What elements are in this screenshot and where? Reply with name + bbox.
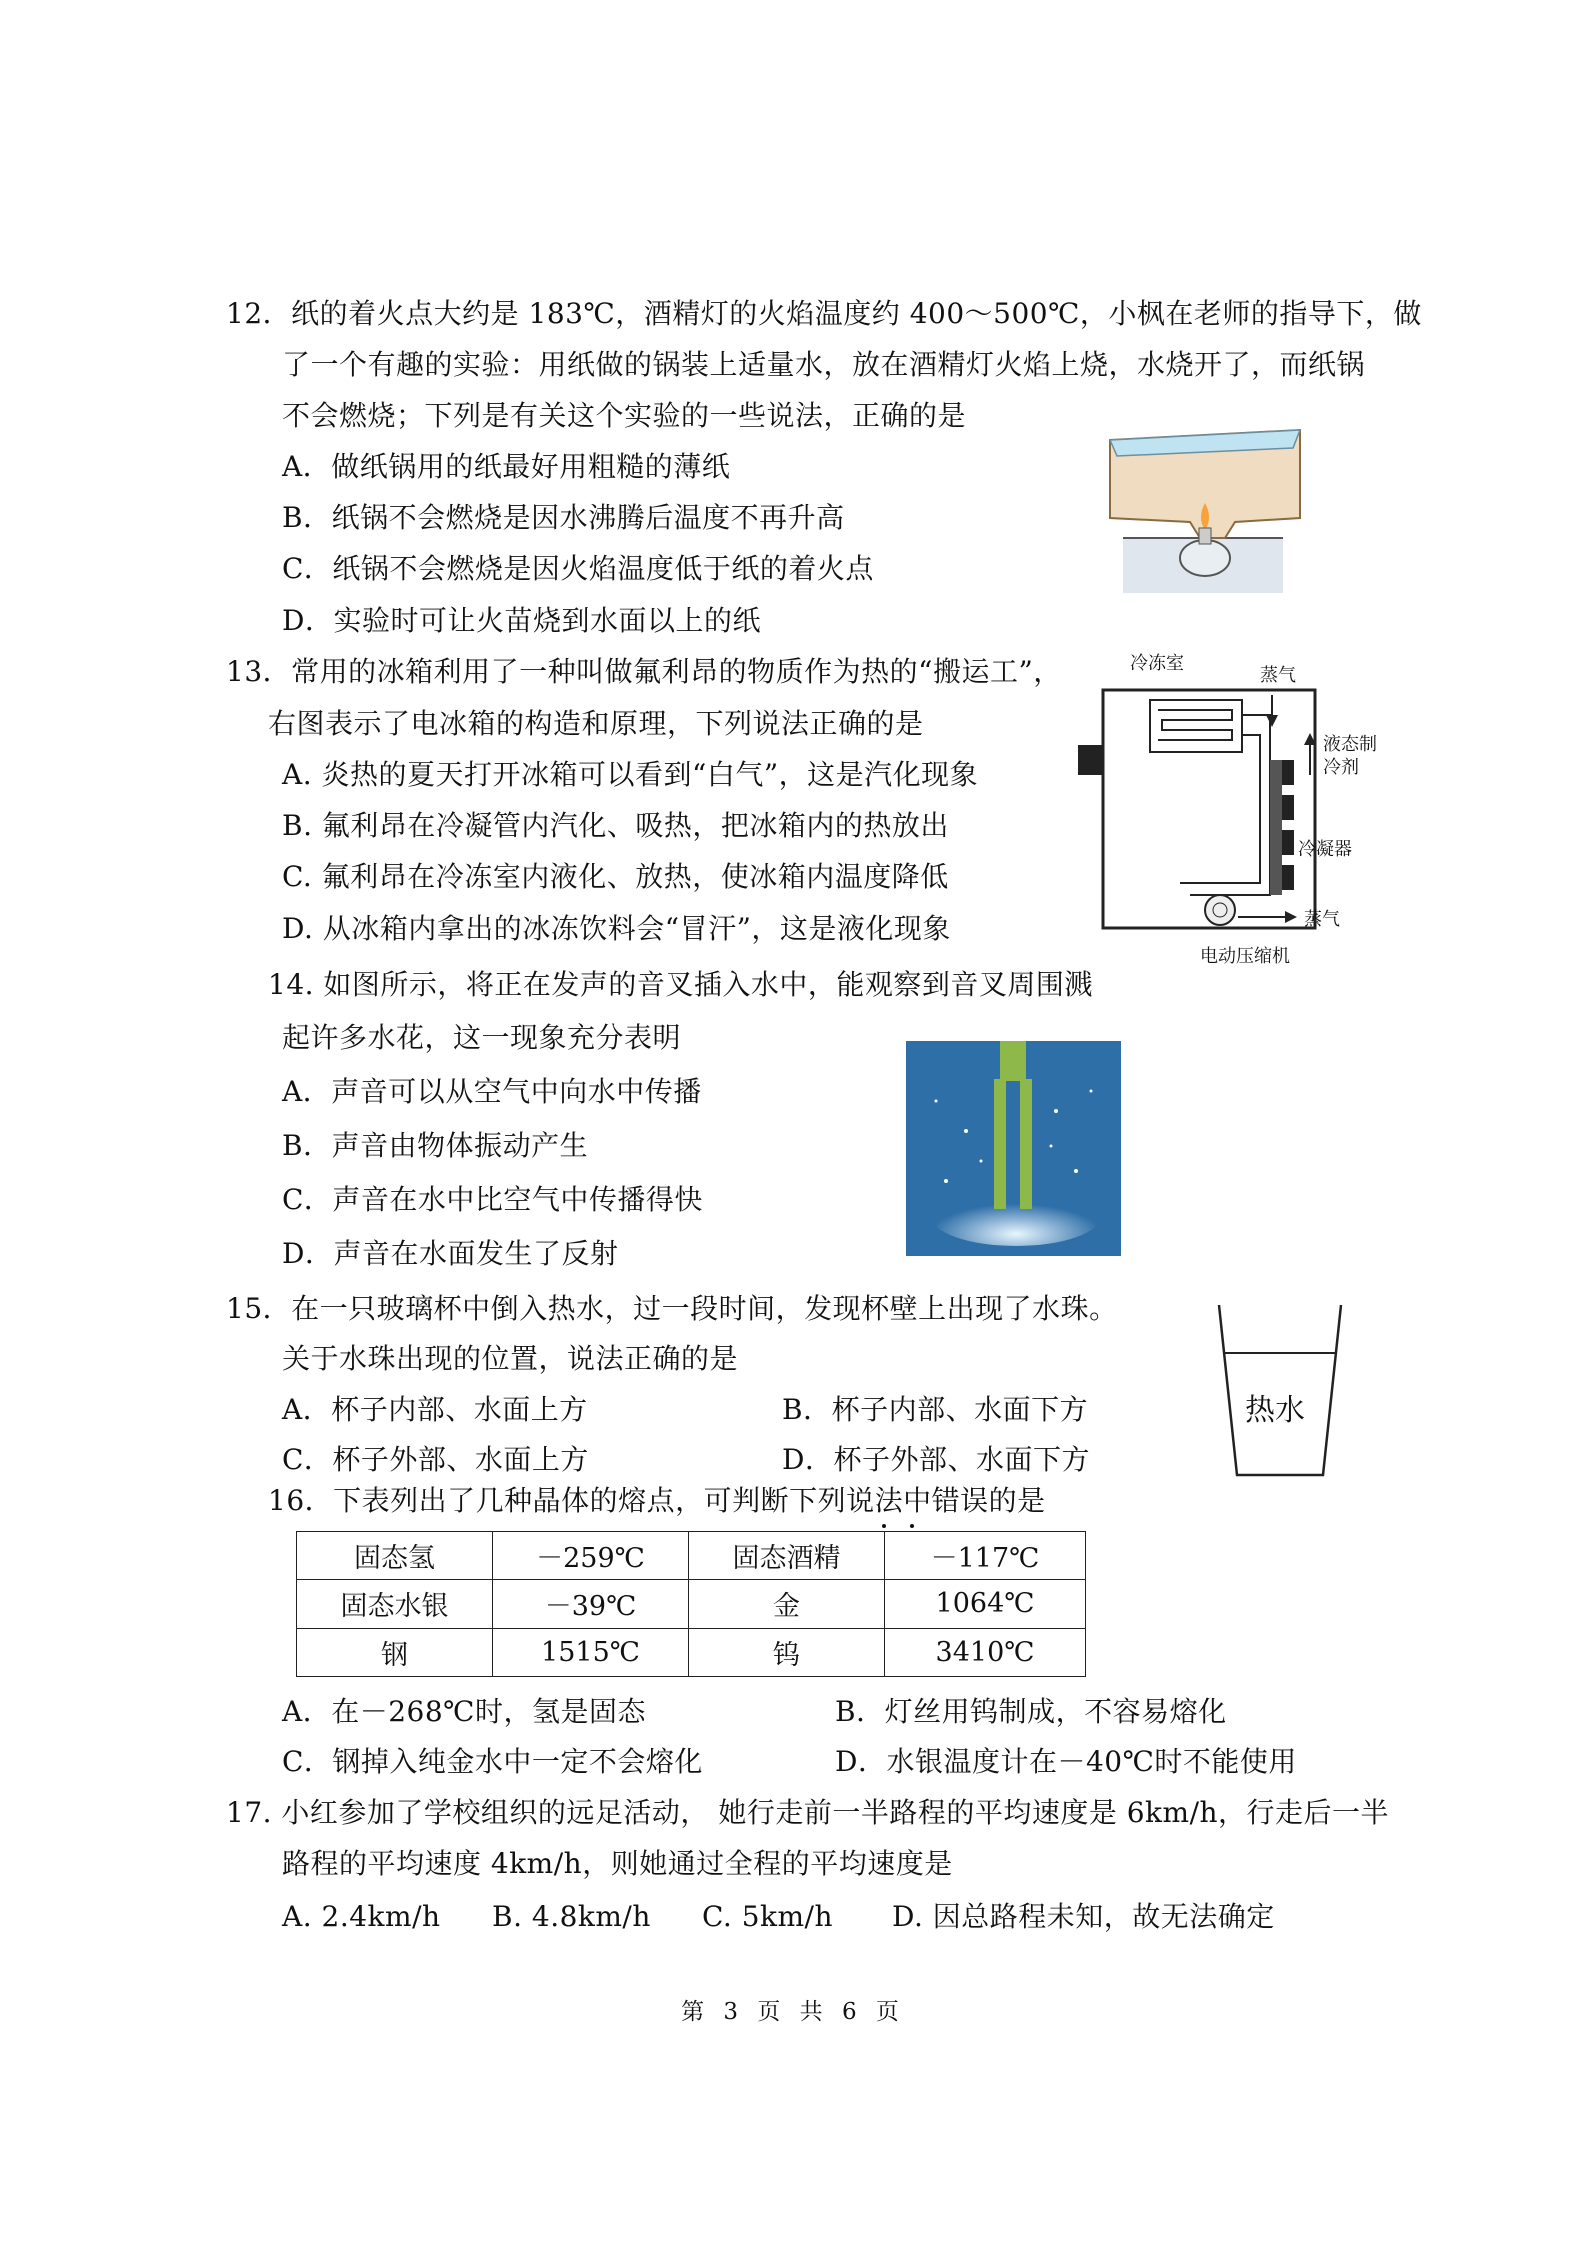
table-cell: 钢 bbox=[297, 1628, 493, 1676]
q13-stem-line1: 13．常用的冰箱利用了一种叫做氟利昂的物质作为热的“搬运工”， bbox=[226, 655, 1062, 688]
table-cell: 金 bbox=[689, 1580, 885, 1628]
q17-option-c: C. 5km/h bbox=[702, 1900, 834, 1933]
table-cell: 1515℃ bbox=[493, 1628, 689, 1676]
label-vapor-top: 蒸气 bbox=[1260, 665, 1296, 686]
table-cell: －39℃ bbox=[493, 1580, 689, 1628]
q16-option-c: C．钢掉入纯金水中一定不会熔化 bbox=[282, 1745, 703, 1778]
table-row bbox=[297, 1580, 1086, 1628]
q17-option-b: B. 4.8km/h bbox=[492, 1900, 651, 1933]
label-liquid-1: 液态制 bbox=[1323, 734, 1377, 755]
q13-option-c: C. 氟利昂在冷冻室内液化、放热，使冰箱内温度降低 bbox=[282, 860, 949, 893]
melting-point-table bbox=[296, 1531, 1086, 1677]
label-vapor-bottom: 蒸气 bbox=[1304, 909, 1340, 930]
q17-stem-line1: 17. 小红参加了学校组织的远足活动， 她行走前一半路程的平均速度是 6km/h，行走后一半 bbox=[226, 1796, 1390, 1829]
q13-option-d: D. 从冰箱内拿出的冰冻饮料会“冒汗”，这是液化现象 bbox=[282, 912, 951, 945]
glass-cup-figure bbox=[1215, 1303, 1345, 1478]
tuning-fork-water-photo bbox=[906, 1041, 1121, 1256]
label-liquid-2: 冷剂 bbox=[1323, 757, 1359, 778]
q14-option-c: C．声音在水中比空气中传播得快 bbox=[282, 1183, 703, 1216]
emphasis-dot bbox=[882, 1524, 886, 1528]
table-cell: 钨 bbox=[689, 1628, 885, 1676]
table-cell: －117℃ bbox=[885, 1532, 1086, 1580]
cup-label: 热水 bbox=[1245, 1393, 1305, 1428]
q12-option-b: B．纸锅不会燃烧是因水沸腾后温度不再升高 bbox=[282, 501, 845, 534]
q17-option-a: A. 2.4km/h bbox=[282, 1900, 441, 1933]
table-cell: 固态酒精 bbox=[689, 1532, 885, 1580]
q12-stem-line3: 不会燃烧；下列是有关这个实验的一些说法，正确的是 bbox=[282, 399, 967, 432]
q17-stem-line2: 路程的平均速度 4km/h，则她通过全程的平均速度是 bbox=[282, 1847, 953, 1880]
q15-option-a: A．杯子内部、水面上方 bbox=[282, 1393, 588, 1426]
q12-option-d: D．实验时可让火苗烧到水面以上的纸 bbox=[282, 604, 761, 637]
table-cell: 1064℃ bbox=[885, 1580, 1086, 1628]
q16-option-d: D．水银温度计在－40℃时不能使用 bbox=[835, 1745, 1297, 1778]
label-condenser: 冷凝器 bbox=[1298, 839, 1352, 860]
label-compressor: 电动压缩机 bbox=[1200, 946, 1290, 967]
q13-option-b: B. 氟利昂在冷凝管内汽化、吸热，把冰箱内的热放出 bbox=[282, 809, 949, 842]
table-cell: －259℃ bbox=[493, 1532, 689, 1580]
q15-stem-line1: 15．在一只玻璃杯中倒入热水，过一段时间，发现杯壁上出现了水珠。 bbox=[226, 1292, 1118, 1325]
q16-stem: 16．下表列出了几种晶体的熔点，可判断下列说法中错误的是 bbox=[268, 1484, 1046, 1517]
q13-stem-line2: 右图表示了电冰箱的构造和原理，下列说法正确的是 bbox=[268, 707, 924, 740]
q16-option-b: B．灯丝用钨制成，不容易熔化 bbox=[835, 1695, 1227, 1728]
label-freezer: 冷冻室 bbox=[1130, 653, 1184, 674]
table-row bbox=[297, 1532, 1086, 1580]
refrigerator-diagram bbox=[1070, 645, 1390, 975]
q16-option-a: A．在－268℃时，氢是固态 bbox=[282, 1695, 646, 1728]
q15-option-d: D．杯子外部、水面下方 bbox=[782, 1443, 1090, 1476]
q15-option-b: B．杯子内部、水面下方 bbox=[782, 1393, 1089, 1426]
q15-option-c: C．杯子外部、水面上方 bbox=[282, 1443, 589, 1476]
table-cell: 固态氢 bbox=[297, 1532, 493, 1580]
q14-option-b: B．声音由物体振动产生 bbox=[282, 1129, 589, 1162]
q13-option-a: A. 炎热的夏天打开冰箱可以看到“白气”，这是汽化现象 bbox=[282, 758, 979, 791]
table-cell: 3410℃ bbox=[885, 1628, 1086, 1676]
q12-option-c: C．纸锅不会燃烧是因火焰温度低于纸的着火点 bbox=[282, 552, 874, 585]
table-cell: 固态水银 bbox=[297, 1580, 493, 1628]
q14-option-d: D．声音在水面发生了反射 bbox=[282, 1237, 619, 1270]
q12-stem-line1: 12．纸的着火点大约是 183℃，酒精灯的火焰温度约 400～500℃，小枫在老师的指导下，做 bbox=[226, 297, 1422, 330]
emphasis-dot bbox=[910, 1524, 914, 1528]
q14-stem-line2: 起许多水花，这一现象充分表明 bbox=[282, 1021, 682, 1054]
q12-option-a: A．做纸锅用的纸最好用粗糙的薄纸 bbox=[282, 450, 731, 483]
paper-pot-figure bbox=[1105, 418, 1310, 598]
q14-option-a: A．声音可以从空气中向水中传播 bbox=[282, 1075, 702, 1108]
q17-option-d: D. 因总路程未知，故无法确定 bbox=[892, 1900, 1275, 1933]
q15-stem-line2: 关于水珠出现的位置，说法正确的是 bbox=[282, 1342, 739, 1375]
table-row bbox=[297, 1628, 1086, 1676]
q14-stem-line1: 14. 如图所示，将正在发声的音叉插入水中，能观察到音叉周围溅 bbox=[268, 968, 1093, 1001]
page-footer: 第 3 页 共 6 页 bbox=[681, 1999, 905, 2025]
q12-stem-line2: 了一个有趣的实验：用纸做的锅装上适量水，放在酒精灯火焰上烧，水烧开了，而纸锅 bbox=[282, 348, 1366, 381]
